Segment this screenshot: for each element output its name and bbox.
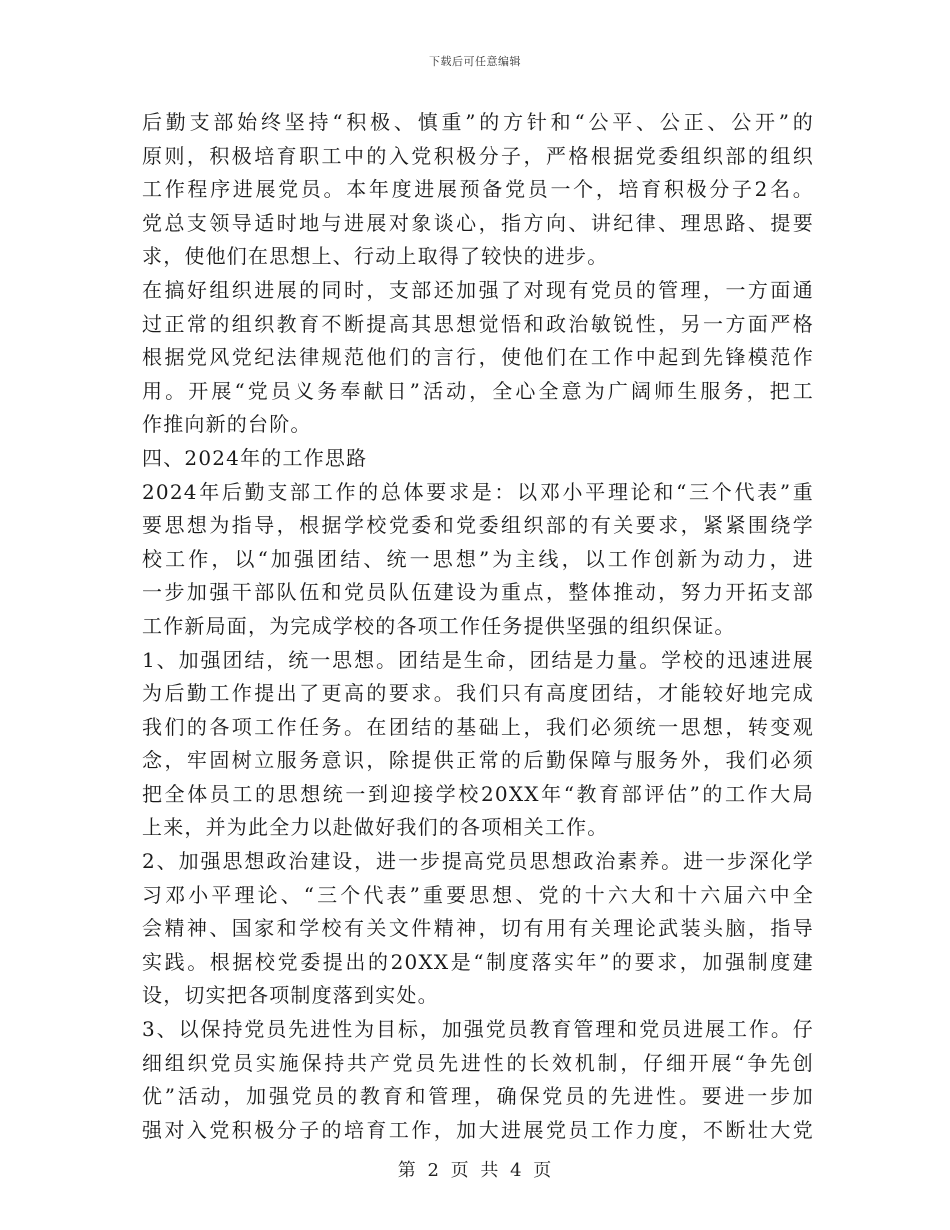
text-line: 工作新局面，为完成学校的各项工作任务提供坚强的组织保证。 bbox=[142, 613, 736, 638]
text-line: 2024年后勤支部工作的总体要求是：以邓小平理论和“三个代表”重 bbox=[142, 479, 814, 504]
text-line: 根据党风党纪法律规范他们的言行，使他们在工作中起到先锋模范作 bbox=[142, 345, 814, 370]
text-line: 校工作，以“加强团结、统一思想”为主线，以工作创新为动力，进 bbox=[142, 546, 814, 571]
text-line: 工作程序进展党员。本年度进展预备党员一个，培育积极分子2名。 bbox=[142, 177, 814, 202]
text-line: 要思想为指导，根据学校党委和党委组织部的有关要求，紧紧围绕学 bbox=[142, 513, 814, 538]
document-body bbox=[142, 106, 814, 1147]
text-line: 为后勤工作提出了更高的要求。我们只有高度团结，才能较好地完成 bbox=[142, 681, 814, 706]
text-line: 念，牢固树立服务意识，除提供正常的后勤保障与服务外，我们必须 bbox=[142, 748, 814, 773]
text-line: 我们的各项工作任务。在团结的基础上，我们必须统一思想，转变观 bbox=[142, 714, 814, 739]
text-line: 求，使他们在思想上、行动上取得了较快的进步。 bbox=[142, 244, 609, 269]
text-line: 四、2024年的工作思路 bbox=[142, 445, 368, 470]
text-line: 把全体员工的思想统一到迎接学校20XX年“教育部评估”的工作大局 bbox=[142, 781, 814, 806]
text-line: 作推向新的台阶。 bbox=[142, 412, 312, 437]
text-line: 在搞好组织进展的同时，支部还加强了对现有党员的管理，一方面通 bbox=[142, 277, 814, 302]
text-line: 3、以保持党员先进性为目标，加强党员教育管理和党员进展工作。仔 bbox=[142, 1017, 814, 1042]
text-line: 后勤支部始终坚持“积极、慎重”的方针和“公平、公正、公开”的 bbox=[142, 110, 814, 134]
text-line: 1、加强团结，统一思想。团结是生命，团结是力量。学校的迅速进展 bbox=[142, 647, 814, 672]
text-line: 党总支领导适时地与进展对象谈心，指方向、讲纪律、理思路、提要 bbox=[142, 210, 814, 235]
text-line: 强对入党积极分子的培育工作，加大进展党员工作力度，不断壮大党 bbox=[142, 1117, 814, 1142]
text-line: 2、加强思想政治建设，进一步提高党员思想政治素养。进一步深化学 bbox=[142, 849, 814, 874]
text-line: 优”活动，加强党员的教育和管理，确保党员的先进性。要进一步加 bbox=[142, 1084, 814, 1109]
page-header: 下载后可任意编辑 bbox=[429, 55, 521, 68]
text-line: 过正常的组织教育不断提高其思想觉悟和政治敏锐性，另一方面严格 bbox=[142, 311, 814, 336]
text-line: 一步加强干部队伍和党员队伍建设为重点，整体推动，努力开拓支部 bbox=[142, 580, 814, 605]
text-line: 原则，积极培育职工中的入党积极分子，严格根据党委组织部的组织 bbox=[142, 143, 814, 168]
text-line: 实践。根据校党委提出的20XX是“制度落实年”的要求，加强制度建 bbox=[142, 949, 814, 974]
text-line: 细组织党员实施保持共产党员先进性的长效机制，仔细开展“争先创 bbox=[142, 1050, 814, 1075]
text-line: 设，切实把各项制度落到实处。 bbox=[142, 983, 439, 1008]
page-number: 第 2 页 共 4 页 bbox=[397, 1160, 553, 1181]
text-line: 会精神、国家和学校有关文件精神，切有用有关理论武装头脑，指导 bbox=[142, 916, 814, 941]
text-line: 习邓小平理论、“三个代表”重要思想、党的十六大和十六届六中全 bbox=[142, 882, 814, 907]
text-line: 用。开展“党员义务奉献日”活动，全心全意为广阔师生服务，把工 bbox=[142, 378, 814, 403]
text-line: 上来，并为此全力以赴做好我们的各项相关工作。 bbox=[142, 815, 609, 840]
